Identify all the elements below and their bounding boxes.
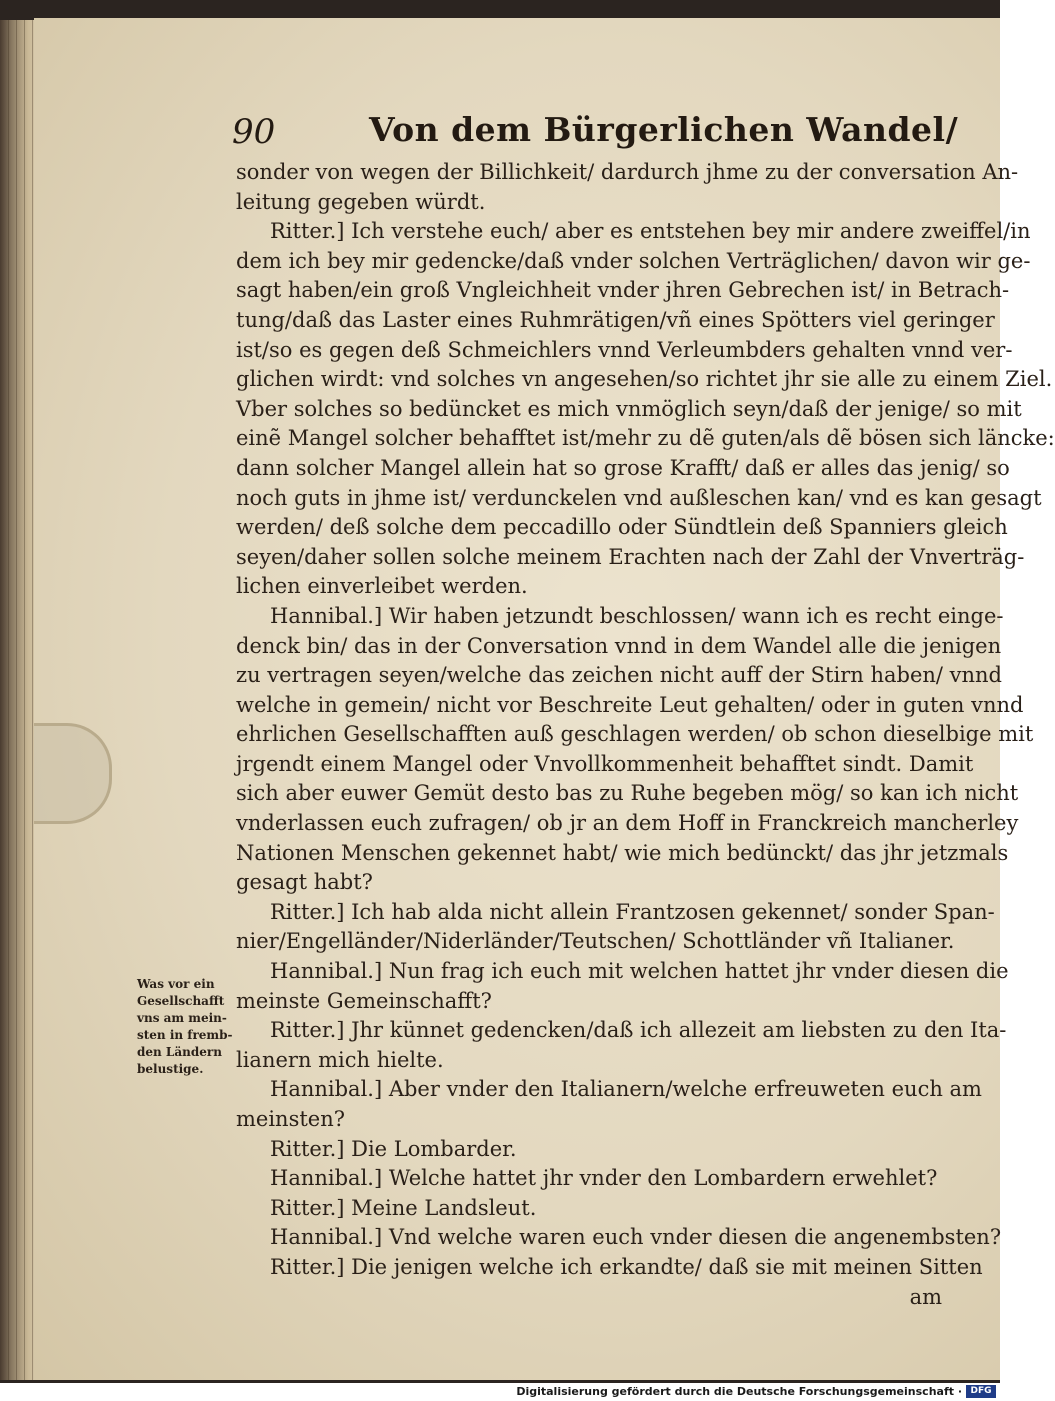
text-line: Hannibal.] Welche hattet jhr vnder den Lombardern erwehlet? (270, 1166, 938, 1191)
catchword: am (909, 1284, 942, 1309)
edge-line (16, 20, 17, 1380)
margin-note-line: Was vor ein (137, 977, 215, 991)
page-header (232, 108, 959, 154)
text-line: denck bin/ das in der Conversation vnnd in dem Wandel alle die jenigen (236, 633, 1002, 658)
text-line: einẽ Mangel solcher behafftet ist/mehr zu dẽ guten/als dẽ bösen sich läncke: (236, 426, 1055, 451)
text-line: tung/daß das Laster eines Ruhmrätigen/vñ eines Spötters viel geringer (236, 307, 995, 332)
text-line: zu vertragen seyen/welche das zeichen nicht auff der Stirn haben/ vnnd (236, 663, 1002, 688)
edge-line (24, 20, 25, 1380)
running-title: Von dem Bürgerlichen Wandel/ (369, 110, 959, 149)
text-line: Ritter.] Die Lombarder. (270, 1136, 517, 1161)
margin-note-line: Gesellschafft (137, 994, 225, 1008)
edge-line (32, 20, 33, 1380)
text-line: Ritter.] Ich verstehe euch/ aber es entstehen bey mir andere zweiffel/in (270, 219, 1031, 244)
edge-line (8, 20, 9, 1380)
text-line: vnderlassen euch zufragen/ ob jr an dem Hoff in Franckreich mancherley (236, 811, 1019, 836)
text-line: werden/ deß solche dem peccadillo oder Sündtlein deß Spanniers gleich (236, 515, 1008, 540)
text-line: noch guts in jhme ist/ verdunckelen vnd außleschen kan/ vnd es kan gesagt (236, 485, 1042, 510)
text-line: Ritter.] Jhr künnet gedencken/daß ich allezeit am liebsten zu den Ita- (270, 1018, 1007, 1043)
text-line: sagt haben/ein groß Vngleichheit vnder jhren Gebrechen ist/ in Betrach- (236, 278, 1010, 303)
funding-credit: Digitalisierung gefördert durch die Deutsche Forschungsgemeinschaft · (516, 1385, 962, 1398)
body-text (236, 158, 1055, 1312)
text-line: glichen wirdt: vnd solches vn angesehen/so richtet jhr sie alle zu einem Ziel. (236, 367, 1053, 392)
text-line: Ritter.] Die jenigen welche ich erkandte/ daß sie mit meinen Sitten (270, 1254, 983, 1279)
text-line: meinste Gemeinschafft? (236, 988, 492, 1013)
text-line: dem ich bey mir gedencke/daß vnder solchen Verträglichen/ davon wir ge- (236, 248, 1031, 273)
text-line: ehrlichen Gesellschafften auß geschlagen werden/ ob schon dieselbige mit (236, 722, 1034, 747)
text-line: lianern mich hielte. (236, 1047, 444, 1072)
text-line: Nationen Menschen gekennet habt/ wie mich bedünckt/ das jhr jetzmals (236, 840, 1009, 865)
text-line: welche in gemein/ nicht vor Beschreite Leut gehalten/ oder in guten vnnd (236, 692, 1024, 717)
text-line: lichen einverleibet werden. (236, 574, 528, 599)
text-line: dann solcher Mangel allein hat so grose Krafft/ daß er alles das jenig/ so (236, 455, 1010, 480)
text-line: seyen/daher sollen solche meinem Erachten nach der Zahl der Vnverträg- (236, 544, 1025, 569)
margin-note (137, 976, 237, 1078)
text-line: nier/Engelländer/Niderländer/Teutschen/ Schottländer vñ Italianer. (236, 929, 955, 954)
text-line: Hannibal.] Wir haben jetzundt beschlossen/ wann ich es recht einge- (270, 603, 1004, 628)
dfg-logo: DFG (966, 1385, 996, 1398)
text-line: ist/so es gegen deß Schmeichlers vnnd Verleumbders gehalten vnnd ver- (236, 337, 1013, 362)
text-line: Vber solches so bedüncket es mich vnmöglich seyn/daß der jenige/ so mit (236, 396, 1022, 421)
margin-note-line: sten in fremb- (137, 1028, 233, 1042)
text-line: leitung gegeben würdt. (236, 189, 486, 214)
text-line: Ritter.] Ich hab alda nicht allein Frantzosen gekennet/ sonder Span- (270, 899, 995, 924)
text-line: Hannibal.] Vnd welche waren euch vnder diesen die angenembsten? (270, 1225, 1002, 1250)
text-line: jrgendt einem Mangel oder Vnvollkommenheit behafftet sindt. Damit (236, 751, 974, 776)
text-line: Hannibal.] Aber vnder den Italianern/welche erfreuweten euch am (270, 1077, 982, 1102)
text-line: sonder von wegen der Billichkeit/ dardurch jhme zu der conversation An- (236, 160, 1019, 184)
text-line: Ritter.] Meine Landsleut. (270, 1195, 537, 1220)
paper-clip-mark (34, 723, 112, 824)
text-line: meinsten? (236, 1107, 346, 1131)
margin-note-line: belustige. (137, 1062, 204, 1076)
page-number: 90 (232, 112, 276, 152)
margin-note-line: vns am mein- (137, 1011, 227, 1025)
text-line: sich aber euwer Gemüt desto bas zu Ruhe begeben mög/ so kan ich nicht (236, 781, 1019, 806)
text-line: gesagt habt? (236, 870, 373, 895)
footer-bar (0, 1383, 1000, 1401)
margin-note-line: den Ländern (137, 1045, 222, 1059)
text-line: Hannibal.] Nun frag ich euch mit welchen hattet jhr vnder diesen die (270, 959, 1009, 984)
